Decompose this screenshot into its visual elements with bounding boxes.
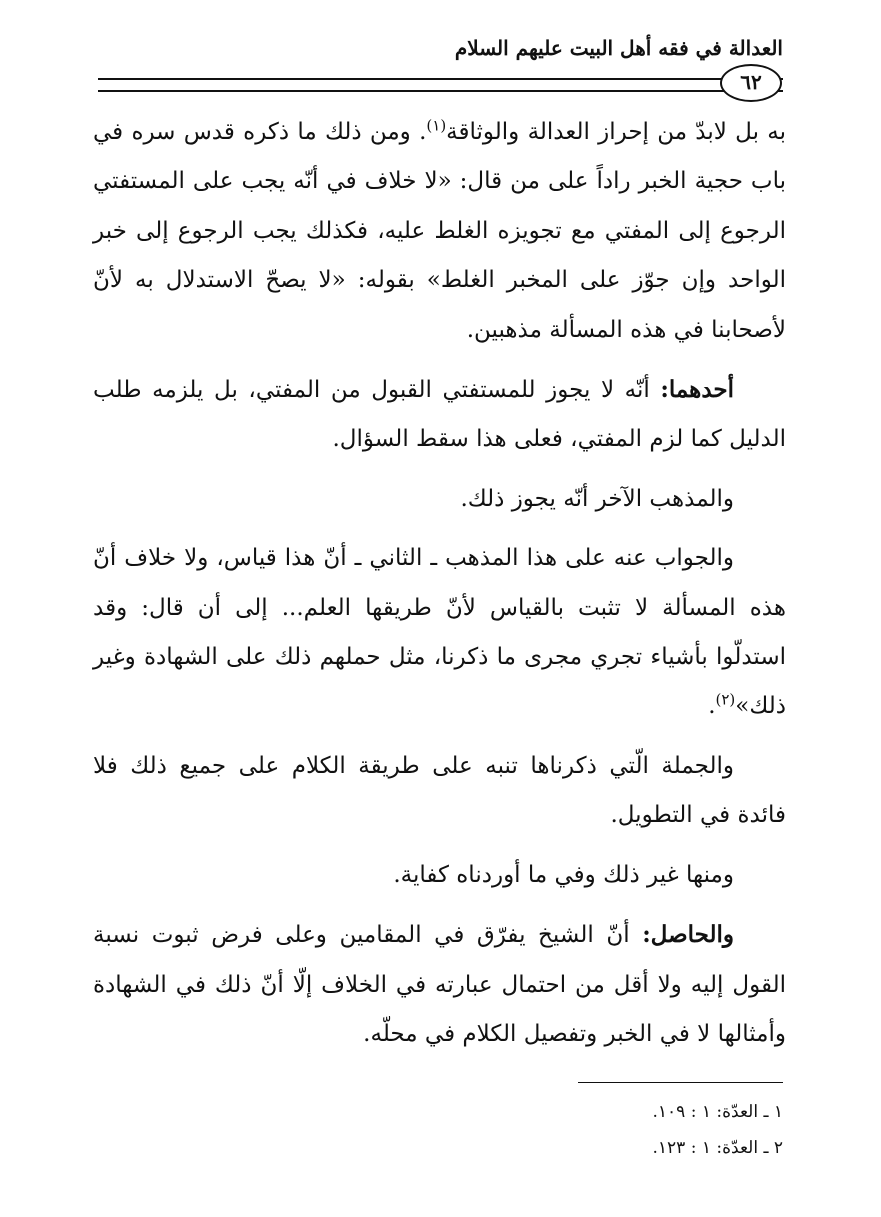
paragraph-1 <box>93 108 786 355</box>
paragraph-7 <box>93 910 786 1059</box>
paragraph-5 <box>93 742 786 841</box>
paragraph-1-text-b: . ومن ذلك ما ذكره قدس سره في باب حجية الخبر راداً على من قال: «لا خلاف في أنّه يجب على المستفتي الرجوع إلى المفتي مع تجويزه الغلط عليه، فكذلك يجب الرجوع إلى خبر الواحد وإن جوّز على المخبر الغلط» بقوله: «لا يصحّ الاستدلال به لأنّ لأصحابنا في هذه المسألة مذهبين. <box>93 119 786 343</box>
footnotes <box>383 1094 783 1166</box>
paragraph-4 <box>93 534 786 732</box>
paragraph-7-lead: والحاصل: <box>642 921 734 949</box>
footnote-1: ١ ـ العدّة: ١ : ١٠٩. <box>652 1102 783 1122</box>
paragraph-5-text: والجملة الّتي ذكرناها تنبه على طريقة الكلام على جميع ذلك فلا فائدة في التطويل. <box>93 752 786 829</box>
paragraph-4-end: . <box>708 693 716 720</box>
paragraph-4-text: والجواب عنه على هذا المذهب ـ الثاني ـ أنّ هذا قياس، ولا خلاف أنّ هذه المسألة لا تثبت بالقياس لأنّ طريقها العلم... إلى أن قال: وقد استدلّوا بأشياء تجري مجرى ما ذكرنا، مثل حملهم ذلك على الشهادة وغير ذلك» <box>93 545 786 720</box>
footnote-2: ٢ ـ العدّة: ١ : ١٢٣. <box>652 1138 783 1158</box>
footnote-ref-1[interactable]: (١) <box>426 116 447 135</box>
paragraph-2-lead: أحدهما: <box>660 376 734 404</box>
page-number: ٦٢ <box>720 64 782 102</box>
paragraph-6 <box>93 851 786 900</box>
paragraph-2 <box>93 365 786 465</box>
paragraph-2-text: أنّه لا يجوز للمستفتي القبول من المفتي، بل يلزمه طلب الدليل كما لزم المفتي، فعلى هذا سقط السؤال. <box>93 377 786 453</box>
footnote-rule <box>578 1082 783 1083</box>
header-rule <box>98 78 783 80</box>
paragraph-3-text: والمذهب الآخر أنّه يجوز ذلك. <box>460 485 734 512</box>
paragraph-6-text: ومنها غير ذلك وفي ما أوردناه كفاية. <box>393 861 734 888</box>
running-title: العدالة في فقه أهل البيت عليهم السلام <box>454 36 783 60</box>
paragraph-7-text: أنّ الشيخ يفرّق في المقامين وعلى فرض ثبوت نسبة القول إليه ولا أقل من احتمال عبارته في الخلاف إلّا أنّ ذلك في الشهادة وأمثالها لا في الخبر وتفصيل الكلام في محلّه. <box>93 922 786 1047</box>
paragraph-3 <box>93 475 786 524</box>
header-rule-secondary <box>98 90 783 92</box>
footnote-ref-2[interactable]: (٢) <box>715 690 736 709</box>
main-text <box>93 108 786 1059</box>
paragraph-1-text-a: به بل لابدّ من إحراز العدالة والوثاقة <box>446 119 786 145</box>
